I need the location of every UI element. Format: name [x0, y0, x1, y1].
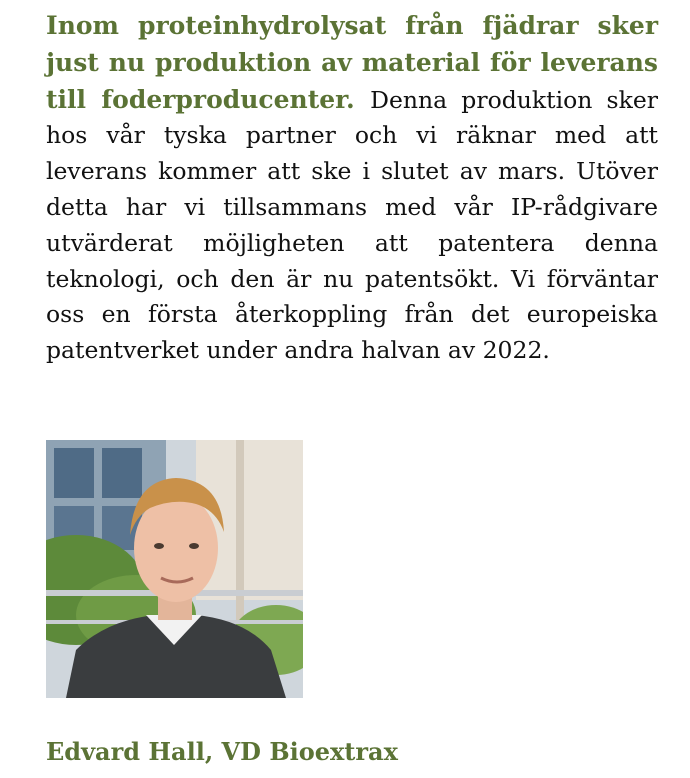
portrait-photo: [46, 440, 303, 698]
photo-caption: Edvard Hall, VD Bioextrax: [46, 737, 398, 766]
article-paragraph: [46, 8, 658, 369]
body-text: Denna produktion sker hos vår tyska partner och vi räknar med att leverans kommer att ske i slutet av mars. Utöver detta har vi tillsammans med vår IP-rådgivare utvärderat möjligheten att patentera denna teknologi, och den är nu patentsökt. Vi förväntar oss en första återkoppling från det europeiska patentverket under andra halvan av 2022.: [46, 85, 658, 365]
lead-sentence: Inom proteinhydrolysat från fjädrar sker just nu produktion av material för leverans till foderproducenter.: [46, 11, 658, 114]
